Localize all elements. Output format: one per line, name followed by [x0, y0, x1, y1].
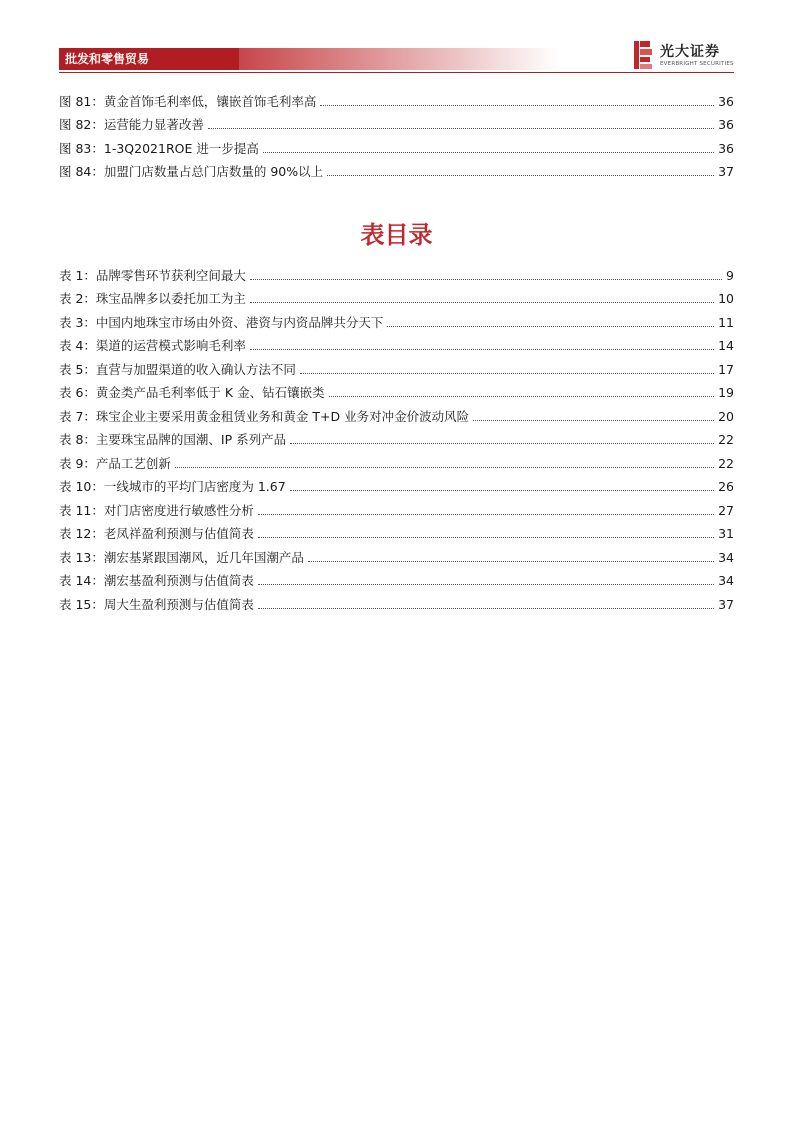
toc-leader-dots: [175, 467, 714, 468]
toc-entry-page: 37: [718, 596, 734, 612]
toc-leader-dots: [327, 175, 714, 176]
toc-entry-table-14[interactable]: [59, 566, 734, 590]
toc-entry-table-6[interactable]: [59, 378, 734, 402]
toc-entry-label: 表 13：潮宏基紧跟国潮风，近几年国潮产品: [59, 549, 304, 565]
toc-entry-page: 37: [718, 164, 734, 179]
toc-entry-page: 34: [718, 573, 734, 588]
toc-leader-dots: [250, 349, 714, 350]
everbright-logo-icon: [634, 41, 652, 69]
toc-leader-dots: [250, 279, 722, 280]
toc-entry-figure-81[interactable]: [59, 86, 734, 110]
header-divider: [59, 72, 734, 73]
toc-leader-dots: [258, 514, 714, 515]
toc-leader-dots: [258, 584, 714, 585]
toc-entry-label: 表 6：黄金类产品毛利率低于 K 金、钻石镶嵌类: [59, 385, 325, 400]
toc-entry-figure-82[interactable]: [59, 110, 734, 134]
toc-entry-page: 20: [718, 408, 734, 424]
toc-leader-dots: [300, 373, 714, 374]
toc-leader-dots: [258, 608, 714, 609]
toc-entry-page: 27: [718, 502, 734, 518]
section-tab: 批发和零售贸易: [59, 48, 239, 70]
toc-entry-page: 26: [718, 479, 734, 494]
toc-entry-table-8[interactable]: [59, 425, 734, 449]
toc-entry-table-10[interactable]: [59, 472, 734, 496]
toc-entry-label: 表 3：中国内地珠宝市场由外资、港资与内资品牌共分天下: [59, 314, 384, 330]
toc-entry-page: 10: [718, 291, 734, 306]
toc-entry-label: 表 7：珠宝企业主要采用黄金租赁业务和黄金 T+D 业务对冲金价波动风险: [59, 408, 470, 424]
toc-entry-table-12[interactable]: [59, 519, 734, 543]
logo-text-en: EVERBRIGHT SECURITIES: [660, 61, 734, 67]
toc-entry-label: 表 12：老凤祥盈利预测与估值简表: [59, 526, 254, 541]
toc-leader-dots: [250, 302, 714, 303]
toc-entry-table-2[interactable]: [59, 284, 734, 308]
toc-entry-table-13[interactable]: [59, 542, 734, 566]
toc-entry-table-4[interactable]: [59, 331, 734, 355]
toc-entry-table-7[interactable]: [59, 401, 734, 425]
toc-entry-label: 表 15：周大生盈利预测与估值简表: [59, 596, 254, 612]
toc-entry-page: 11: [718, 314, 734, 330]
toc-entry-table-3[interactable]: [59, 307, 734, 331]
toc-entry-label: 图 83：1-3Q2021ROE 进一步提高: [59, 140, 259, 156]
tables-toc-title: 表目录: [360, 221, 433, 249]
toc-entry-table-1[interactable]: [59, 260, 734, 284]
toc-leader-dots: [208, 128, 714, 129]
toc-entry-label: 图 82：运营能力显著改善: [59, 117, 204, 132]
toc-leader-dots: [258, 537, 714, 538]
logo-text-cn: 光大证券: [660, 44, 720, 60]
toc-entry-label: 表 4：渠道的运营模式影响毛利率: [59, 338, 246, 353]
toc-entry-label: 表 11：对门店密度进行敏感性分析: [59, 502, 254, 518]
section-tab-fade: [239, 48, 559, 70]
toc-leader-dots: [290, 443, 714, 444]
toc-entry-page: 36: [718, 93, 734, 109]
page-header: [59, 40, 734, 80]
toc-leader-dots: [263, 152, 714, 153]
toc-entry-label: 图 84：加盟门店数量占总门店数量的 90%以上: [59, 164, 324, 179]
toc-entry-page: 14: [718, 338, 734, 353]
toc-leader-dots: [473, 420, 714, 421]
toc-entry-table-5[interactable]: [59, 354, 734, 378]
toc-entry-label: 表 10：一线城市的平均门店密度为 1.67: [59, 479, 286, 494]
toc-entry-page: 31: [718, 526, 734, 541]
toc-entry-label: 表 1：品牌零售环节获利空间最大: [59, 267, 246, 283]
toc-entry-page: 22: [718, 455, 734, 471]
everbright-logo: [634, 40, 734, 70]
toc-entry-table-15[interactable]: [59, 589, 734, 613]
toc-entry-label: 表 2：珠宝品牌多以委托加工为主: [59, 291, 246, 306]
toc-entry-label: 图 81：黄金首饰毛利率低，镶嵌首饰毛利率高: [59, 93, 317, 109]
toc-entry-table-9[interactable]: [59, 448, 734, 472]
toc-entry-page: 17: [718, 361, 734, 377]
toc-entry-page: 19: [718, 385, 734, 400]
toc-entry-label: 表 5：直营与加盟渠道的收入确认方法不同: [59, 361, 296, 377]
toc-entry-label: 表 9：产品工艺创新: [59, 455, 171, 471]
toc-leader-dots: [387, 326, 714, 327]
toc-entry-page: 22: [718, 432, 734, 447]
toc-entry-label: 表 14：潮宏基盈利预测与估值简表: [59, 573, 254, 588]
toc-leader-dots: [308, 561, 714, 562]
toc-entry-figure-83[interactable]: [59, 133, 734, 157]
toc-entry-page: 36: [718, 117, 734, 132]
table-toc-list: [59, 260, 734, 613]
toc-entry-page: 9: [726, 267, 734, 283]
toc-entry-figure-84[interactable]: [59, 157, 734, 181]
toc-leader-dots: [329, 396, 715, 397]
toc-entry-label: 表 8：主要珠宝品牌的国潮、IP 系列产品: [59, 432, 287, 447]
toc-entry-table-11[interactable]: [59, 495, 734, 519]
figure-toc-list: [59, 86, 734, 180]
toc-entry-page: 34: [718, 549, 734, 565]
toc-entry-page: 36: [718, 140, 734, 156]
toc-leader-dots: [290, 490, 714, 491]
toc-leader-dots: [320, 105, 714, 106]
